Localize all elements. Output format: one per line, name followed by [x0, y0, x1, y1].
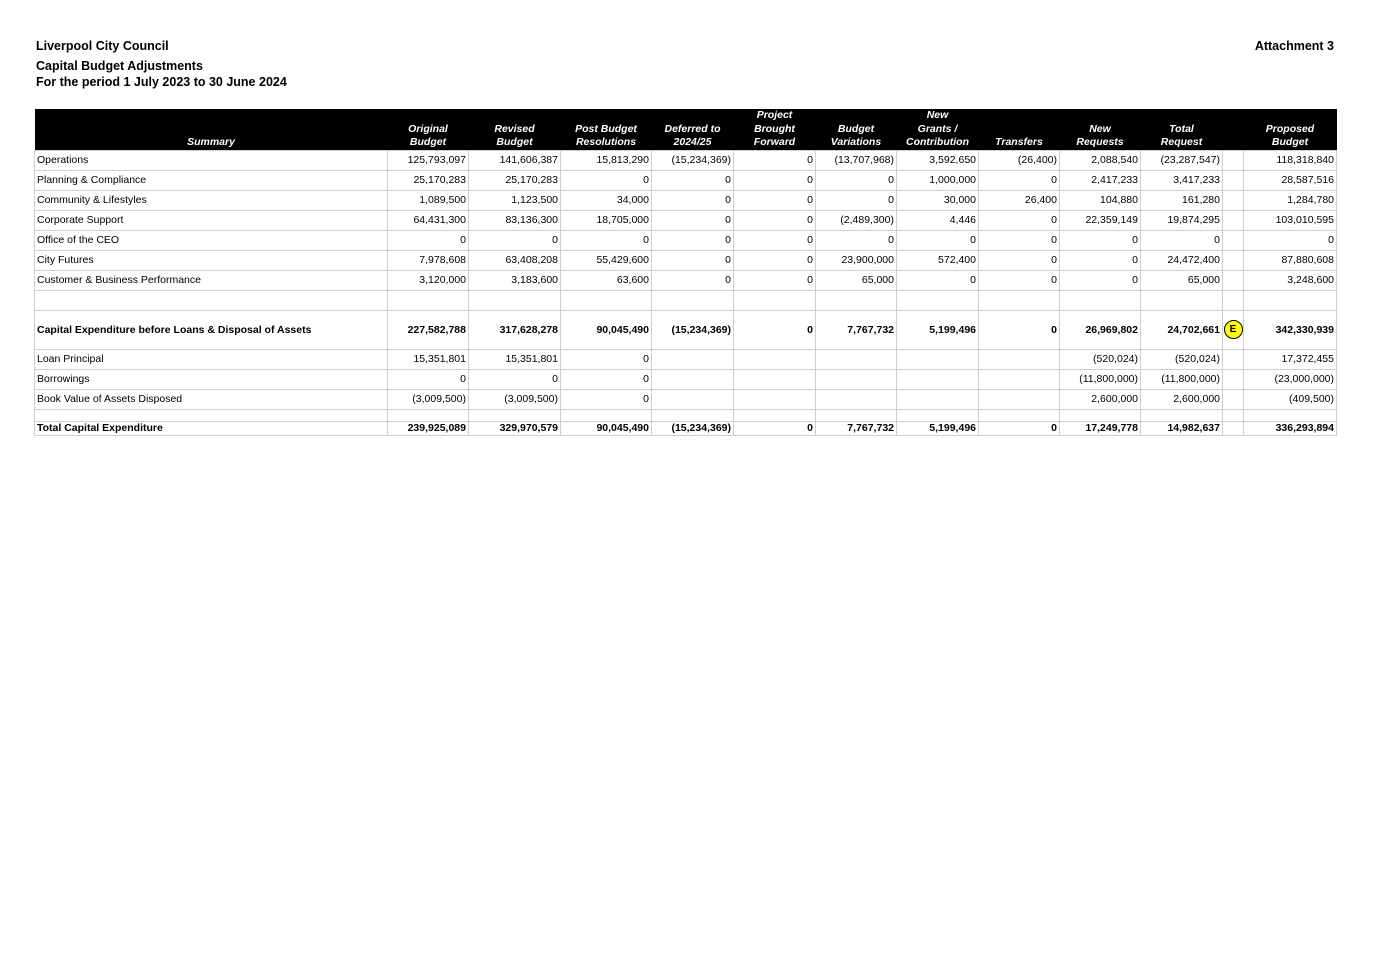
value-cell: 0 [1060, 230, 1141, 250]
row-label: Customer & Business Performance [35, 270, 388, 290]
column-header-line: Budget [1271, 136, 1309, 148]
value-cell: 83,136,300 [469, 210, 561, 230]
column-header [1141, 109, 1223, 150]
value-cell: 3,120,000 [388, 270, 469, 290]
row-label: Loan Principal [35, 349, 388, 369]
value-cell: 2,088,540 [1060, 150, 1141, 170]
row-label: Book Value of Assets Disposed [35, 389, 388, 409]
row-label: Corporate Support [35, 210, 388, 230]
table-row [35, 230, 1337, 250]
value-cell: 26,400 [979, 190, 1060, 210]
column-header-line: Summary [187, 136, 235, 148]
reporting-period: For the period 1 July 2023 to 30 June 2024 [36, 75, 287, 89]
value-cell: 227,582,788 [388, 310, 469, 349]
column-header-line: Deferred to [664, 122, 721, 135]
value-cell: 0 [734, 250, 816, 270]
value-cell [1141, 409, 1223, 421]
value-cell: (15,234,369) [652, 421, 734, 435]
column-header-line: Budget [496, 136, 533, 148]
value-cell: 1,000,000 [897, 170, 979, 190]
value-cell [561, 409, 652, 421]
row-label [35, 290, 388, 310]
value-cell: 0 [652, 190, 734, 210]
value-cell: 3,417,233 [1141, 170, 1223, 190]
value-cell: 0 [734, 150, 816, 170]
value-cell: 17,372,455 [1244, 349, 1337, 369]
value-cell: 0 [1060, 250, 1141, 270]
value-cell: 2,600,000 [1141, 389, 1223, 409]
marker-cell [1223, 190, 1244, 210]
value-cell: 0 [816, 230, 897, 250]
value-cell [979, 409, 1060, 421]
column-header-line: Proposed [1265, 122, 1315, 135]
value-cell: 0 [979, 250, 1060, 270]
value-cell: 18,705,000 [561, 210, 652, 230]
value-cell: 0 [652, 250, 734, 270]
value-cell [979, 290, 1060, 310]
value-cell: 0 [561, 389, 652, 409]
value-cell: (11,800,000) [1141, 369, 1223, 389]
value-cell: 0 [561, 369, 652, 389]
value-cell: (520,024) [1060, 349, 1141, 369]
column-header [979, 109, 1060, 150]
value-cell: 0 [979, 230, 1060, 250]
row-label: Community & Lifestyles [35, 190, 388, 210]
value-cell: 0 [734, 310, 816, 349]
value-cell [1060, 290, 1141, 310]
value-cell [561, 290, 652, 310]
value-cell: 5,199,496 [897, 310, 979, 349]
value-cell: 0 [734, 421, 816, 435]
table-header-row [35, 109, 1337, 150]
value-cell: (11,800,000) [1060, 369, 1141, 389]
value-cell: 0 [979, 170, 1060, 190]
marker-cell [1223, 150, 1244, 170]
value-cell: 0 [979, 210, 1060, 230]
value-cell: 1,284,780 [1244, 190, 1337, 210]
value-cell [816, 290, 897, 310]
value-cell: (15,234,369) [652, 150, 734, 170]
value-cell: (3,009,500) [469, 389, 561, 409]
row-label: Capital Expenditure before Loans & Disposal of Assets [35, 310, 388, 349]
value-cell [652, 290, 734, 310]
value-cell: (13,707,968) [816, 150, 897, 170]
value-cell: 0 [734, 170, 816, 190]
value-cell: 15,351,801 [469, 349, 561, 369]
value-cell: 572,400 [897, 250, 979, 270]
value-cell: 64,431,300 [388, 210, 469, 230]
column-header [897, 109, 979, 150]
column-header [388, 109, 469, 150]
value-cell: 63,600 [561, 270, 652, 290]
column-header [469, 109, 561, 150]
value-cell: 0 [1060, 270, 1141, 290]
column-header-line: Brought [754, 122, 795, 135]
value-cell: 2,600,000 [1060, 389, 1141, 409]
value-cell [734, 369, 816, 389]
value-cell: 0 [734, 270, 816, 290]
value-cell: 0 [979, 310, 1060, 349]
column-header-line: Budget [409, 136, 447, 148]
value-cell [979, 389, 1060, 409]
value-cell [816, 409, 897, 421]
value-cell: 0 [652, 170, 734, 190]
column-header-line: New [1089, 122, 1111, 135]
value-cell: (3,009,500) [388, 389, 469, 409]
table-row [35, 369, 1337, 389]
value-cell [652, 369, 734, 389]
value-cell [469, 409, 561, 421]
capital-budget-table [34, 109, 1337, 436]
value-cell: 0 [388, 230, 469, 250]
column-header-line: Forward [753, 136, 796, 148]
value-cell [734, 409, 816, 421]
value-cell: 23,900,000 [816, 250, 897, 270]
value-cell: 141,606,387 [469, 150, 561, 170]
value-cell: 17,249,778 [1060, 421, 1141, 435]
document-subtitle: Capital Budget Adjustments [36, 59, 203, 73]
value-cell [1244, 290, 1337, 310]
value-cell: 28,587,516 [1244, 170, 1337, 190]
value-cell: 14,982,637 [1141, 421, 1223, 435]
column-header-line: Budget [837, 122, 875, 135]
row-label: Total Capital Expenditure [35, 421, 388, 435]
spacer-row [35, 409, 1337, 421]
value-cell [1060, 409, 1141, 421]
row-label: Office of the CEO [35, 230, 388, 250]
marker-cell [1223, 250, 1244, 270]
value-cell: 5,199,496 [897, 421, 979, 435]
column-header [35, 109, 388, 150]
value-cell: 25,170,283 [388, 170, 469, 190]
value-cell [734, 389, 816, 409]
row-label [35, 409, 388, 421]
value-cell: 118,318,840 [1244, 150, 1337, 170]
value-cell [897, 369, 979, 389]
value-cell: 22,359,149 [1060, 210, 1141, 230]
marker-cell [1223, 349, 1244, 369]
column-header-line: Post Budget [575, 122, 637, 135]
value-cell [979, 369, 1060, 389]
table-row [35, 150, 1337, 170]
row-label: Borrowings [35, 369, 388, 389]
value-cell: 2,417,233 [1060, 170, 1141, 190]
column-header-line: Project [756, 109, 793, 121]
value-cell: 336,293,894 [1244, 421, 1337, 435]
column-header-line: Transfers [995, 136, 1043, 148]
value-cell: 0 [561, 349, 652, 369]
value-cell: 87,880,608 [1244, 250, 1337, 270]
table-row [35, 250, 1337, 270]
table-row [35, 210, 1337, 230]
total-row [35, 421, 1337, 435]
value-cell: 0 [652, 210, 734, 230]
row-label: Operations [35, 150, 388, 170]
marker-cell [1223, 310, 1244, 349]
value-cell: 0 [1141, 230, 1223, 250]
value-cell: 7,767,732 [816, 421, 897, 435]
marker-cell [1223, 290, 1244, 310]
value-cell: 0 [561, 170, 652, 190]
value-cell: (23,287,547) [1141, 150, 1223, 170]
marker-cell [1223, 369, 1244, 389]
value-cell: 103,010,595 [1244, 210, 1337, 230]
value-cell: 161,280 [1141, 190, 1223, 210]
table-row [35, 270, 1337, 290]
marker-cell [1223, 389, 1244, 409]
column-header [1223, 109, 1244, 150]
value-cell [897, 290, 979, 310]
column-header-line: Revised [494, 122, 535, 135]
value-cell [734, 290, 816, 310]
value-cell: 25,170,283 [469, 170, 561, 190]
value-cell: 0 [734, 210, 816, 230]
marker-cell [1223, 409, 1244, 421]
column-header-line: Resolutions [575, 136, 637, 148]
value-cell: 90,045,490 [561, 310, 652, 349]
column-header [1244, 109, 1337, 150]
value-cell: 0 [816, 190, 897, 210]
marker-cell [1223, 270, 1244, 290]
value-cell: 0 [1244, 230, 1337, 250]
marker-cell [1223, 230, 1244, 250]
value-cell: 0 [652, 230, 734, 250]
column-header-line: Grants / [917, 122, 958, 135]
value-cell: 7,978,608 [388, 250, 469, 270]
value-cell: 239,925,089 [388, 421, 469, 435]
value-cell: 0 [979, 421, 1060, 435]
value-cell: (26,400) [979, 150, 1060, 170]
value-cell: 34,000 [561, 190, 652, 210]
row-label: Planning & Compliance [35, 170, 388, 190]
marker-badge: E [1224, 320, 1243, 339]
value-cell: 26,969,802 [1060, 310, 1141, 349]
table-row [35, 389, 1337, 409]
value-cell: 3,183,600 [469, 270, 561, 290]
value-cell: 24,472,400 [1141, 250, 1223, 270]
value-cell: (2,489,300) [816, 210, 897, 230]
value-cell: 0 [652, 270, 734, 290]
table-row [35, 170, 1337, 190]
value-cell [979, 349, 1060, 369]
marker-cell [1223, 421, 1244, 435]
value-cell [652, 349, 734, 369]
value-cell [388, 409, 469, 421]
value-cell [897, 409, 979, 421]
column-header [1060, 109, 1141, 150]
value-cell: 3,248,600 [1244, 270, 1337, 290]
marker-cell [1223, 210, 1244, 230]
value-cell: 329,970,579 [469, 421, 561, 435]
column-header-line: New [926, 109, 949, 121]
table-row [35, 349, 1337, 369]
value-cell [734, 349, 816, 369]
value-cell: 65,000 [816, 270, 897, 290]
value-cell: 0 [734, 230, 816, 250]
marker-cell [1223, 170, 1244, 190]
value-cell: 1,123,500 [469, 190, 561, 210]
column-header-line: Request [1160, 136, 1203, 148]
value-cell: 0 [469, 369, 561, 389]
value-cell [897, 349, 979, 369]
blank-row [35, 290, 1337, 310]
value-cell: 317,628,278 [469, 310, 561, 349]
column-header-line: Requests [1076, 136, 1124, 148]
table-row [35, 190, 1337, 210]
column-header-line: Contribution [906, 136, 969, 148]
column-header [652, 109, 734, 150]
column-header [734, 109, 816, 150]
value-cell: 342,330,939 [1244, 310, 1337, 349]
value-cell: 3,592,650 [897, 150, 979, 170]
column-header [816, 109, 897, 150]
value-cell [388, 290, 469, 310]
value-cell: 7,767,732 [816, 310, 897, 349]
value-cell: 0 [979, 270, 1060, 290]
value-cell: 0 [469, 230, 561, 250]
column-header-line: 2024/25 [673, 136, 712, 148]
value-cell [652, 409, 734, 421]
value-cell: 90,045,490 [561, 421, 652, 435]
value-cell: (409,500) [1244, 389, 1337, 409]
value-cell: 104,880 [1060, 190, 1141, 210]
column-header [561, 109, 652, 150]
capex-subtotal-row [35, 310, 1337, 349]
value-cell: 125,793,097 [388, 150, 469, 170]
value-cell: (520,024) [1141, 349, 1223, 369]
value-cell: (15,234,369) [652, 310, 734, 349]
value-cell: 15,351,801 [388, 349, 469, 369]
value-cell [816, 369, 897, 389]
value-cell: 30,000 [897, 190, 979, 210]
value-cell: 24,702,661 [1141, 310, 1223, 349]
value-cell [652, 389, 734, 409]
value-cell: 55,429,600 [561, 250, 652, 270]
value-cell: 63,408,208 [469, 250, 561, 270]
value-cell [816, 389, 897, 409]
value-cell: 0 [561, 230, 652, 250]
value-cell: 0 [734, 190, 816, 210]
value-cell: (23,000,000) [1244, 369, 1337, 389]
value-cell: 19,874,295 [1141, 210, 1223, 230]
value-cell [897, 389, 979, 409]
row-label: City Futures [35, 250, 388, 270]
column-header-line: Total [1169, 122, 1194, 135]
value-cell: 0 [897, 270, 979, 290]
column-header-line: Original [408, 122, 448, 135]
value-cell: 1,089,500 [388, 190, 469, 210]
value-cell [1141, 290, 1223, 310]
value-cell [816, 349, 897, 369]
value-cell: 65,000 [1141, 270, 1223, 290]
value-cell: 15,813,290 [561, 150, 652, 170]
column-header-line: Variations [830, 136, 882, 148]
attachment-label: Attachment 3 [1254, 39, 1334, 53]
value-cell [469, 290, 561, 310]
value-cell: 0 [816, 170, 897, 190]
value-cell: 4,446 [897, 210, 979, 230]
value-cell: 0 [388, 369, 469, 389]
value-cell [1244, 409, 1337, 421]
organisation-name: Liverpool City Council [36, 39, 169, 53]
value-cell: 0 [897, 230, 979, 250]
